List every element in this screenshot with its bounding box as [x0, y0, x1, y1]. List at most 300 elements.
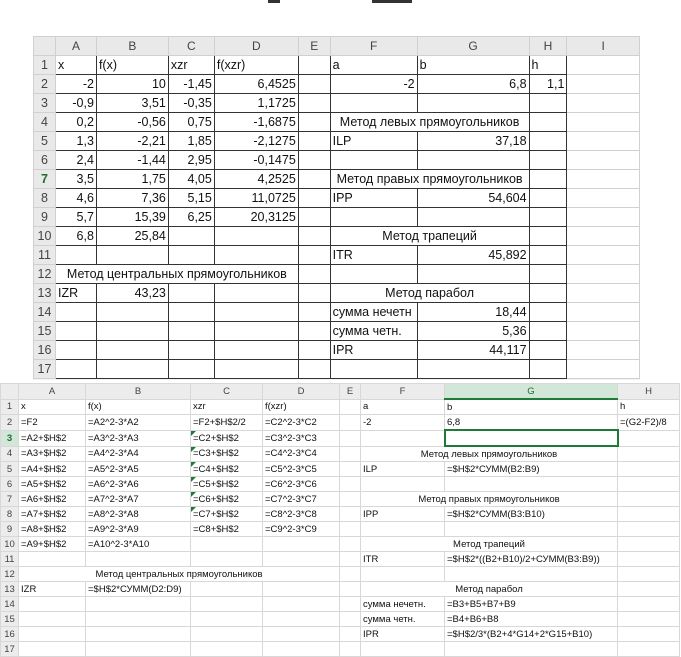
- cell-b14[interactable]: [96, 303, 168, 322]
- cell-c6[interactable]: 2,95: [168, 151, 214, 170]
- cell-a8[interactable]: =A7+$H$2: [19, 507, 86, 522]
- cell-a5[interactable]: =A4+$H$2: [19, 462, 86, 477]
- cell-g1[interactable]: b: [417, 56, 529, 75]
- cell-c9[interactable]: =C8+$H$2: [191, 522, 263, 537]
- cell-g12[interactable]: [417, 265, 529, 284]
- cell-h1[interactable]: h: [529, 56, 567, 75]
- cell-d16[interactable]: [263, 627, 340, 642]
- cell-h17[interactable]: [618, 642, 680, 657]
- row-header-11[interactable]: 11: [1, 552, 19, 567]
- cell-e6[interactable]: [340, 477, 361, 492]
- cell-a11[interactable]: [55, 246, 96, 265]
- cell-c3[interactable]: -0,35: [168, 94, 214, 113]
- cell-a14[interactable]: [55, 303, 96, 322]
- cell-f3[interactable]: [361, 430, 445, 446]
- cell-f14[interactable]: сумма нечетн.: [361, 597, 445, 612]
- cell-a6[interactable]: 2,4: [55, 151, 96, 170]
- cell-h1[interactable]: h: [618, 399, 680, 415]
- row-header-5[interactable]: 5: [1, 462, 19, 477]
- cell-h3[interactable]: [529, 94, 567, 113]
- cell-g6[interactable]: [445, 477, 618, 492]
- column-header-b[interactable]: B: [96, 37, 168, 56]
- cell-c7[interactable]: 4,05: [168, 170, 214, 189]
- cell-b2[interactable]: =A2^2-3*A2: [86, 415, 191, 431]
- cell-a15[interactable]: [19, 612, 86, 627]
- cell-c1[interactable]: xzr: [191, 399, 263, 415]
- cell-a16[interactable]: [19, 627, 86, 642]
- cell-b7[interactable]: =A7^2-3*A7: [86, 492, 191, 507]
- cell-a2[interactable]: =F2: [19, 415, 86, 431]
- row-header-17[interactable]: 17: [1, 642, 19, 657]
- cell-h2[interactable]: 1,1: [529, 75, 567, 94]
- cell-b10[interactable]: =A10^2-3*A10: [86, 537, 191, 552]
- cell-d6[interactable]: =C6^2-3*C6: [263, 477, 340, 492]
- cell-i4[interactable]: [567, 113, 640, 132]
- cell-c8[interactable]: 5,15: [168, 189, 214, 208]
- row-header-14[interactable]: 14: [34, 303, 56, 322]
- cell-d11[interactable]: [214, 246, 298, 265]
- cell-a3[interactable]: =A2+$H$2: [19, 430, 86, 446]
- cell-h14[interactable]: [618, 597, 680, 612]
- cell-d13[interactable]: [263, 582, 340, 597]
- cell-d3[interactable]: 1,1725: [214, 94, 298, 113]
- cell-e9[interactable]: [340, 522, 361, 537]
- cell-e10[interactable]: [340, 537, 361, 552]
- merged-cell-7[interactable]: Метод правых прямоугольников: [330, 170, 529, 189]
- cell-b4[interactable]: =A4^2-3*A4: [86, 446, 191, 462]
- cell-b16[interactable]: [96, 341, 168, 360]
- cell-f12[interactable]: [361, 567, 445, 582]
- column-header-f[interactable]: F: [361, 384, 445, 400]
- cell-f12[interactable]: [330, 265, 417, 284]
- cell-d1[interactable]: f(xzr): [263, 399, 340, 415]
- cell-e17[interactable]: [340, 642, 361, 657]
- cell-a11[interactable]: [19, 552, 86, 567]
- cell-g2[interactable]: 6,8: [445, 415, 618, 431]
- cell-h9[interactable]: [529, 208, 567, 227]
- cell-a4[interactable]: =A3+$H$2: [19, 446, 86, 462]
- cell-e6[interactable]: [298, 151, 330, 170]
- column-header-g[interactable]: G: [445, 384, 618, 400]
- cell-a6[interactable]: =A5+$H$2: [19, 477, 86, 492]
- cell-f2[interactable]: -2: [361, 415, 445, 431]
- cell-i6[interactable]: [567, 151, 640, 170]
- cell-i3[interactable]: [567, 94, 640, 113]
- cell-h13[interactable]: [618, 582, 680, 597]
- cell-c15[interactable]: [168, 322, 214, 341]
- cell-c17[interactable]: [191, 642, 263, 657]
- column-header-h[interactable]: H: [618, 384, 680, 400]
- cell-c4[interactable]: 0,75: [168, 113, 214, 132]
- cell-b5[interactable]: -2,21: [96, 132, 168, 151]
- row-header-9[interactable]: 9: [1, 522, 19, 537]
- cell-c11[interactable]: [191, 552, 263, 567]
- cell-e1[interactable]: [340, 399, 361, 415]
- cell-h6[interactable]: [618, 477, 680, 492]
- cell-d7[interactable]: 4,2525: [214, 170, 298, 189]
- cell-e15[interactable]: [298, 322, 330, 341]
- cell-d17[interactable]: [214, 360, 298, 379]
- cell-i17[interactable]: [567, 360, 640, 379]
- cell-c1[interactable]: xzr: [168, 56, 214, 75]
- cell-f16[interactable]: IPR: [330, 341, 417, 360]
- cell-a1[interactable]: x: [55, 56, 96, 75]
- cell-h17[interactable]: [529, 360, 567, 379]
- cell-b15[interactable]: [86, 612, 191, 627]
- cell-e14[interactable]: [340, 597, 361, 612]
- row-header-13[interactable]: 13: [34, 284, 56, 303]
- cell-d2[interactable]: 6,4525: [214, 75, 298, 94]
- cell-g11[interactable]: =$H$2*((B2+B10)/2+СУММ(B3:B9)): [445, 552, 618, 567]
- cell-h9[interactable]: [618, 522, 680, 537]
- cell-h11[interactable]: [529, 246, 567, 265]
- cell-i15[interactable]: [567, 322, 640, 341]
- cell-c10[interactable]: [191, 537, 263, 552]
- cell-c17[interactable]: [168, 360, 214, 379]
- cell-b6[interactable]: -1,44: [96, 151, 168, 170]
- cell-c13[interactable]: [168, 284, 214, 303]
- cell-a4[interactable]: 0,2: [55, 113, 96, 132]
- cell-f5[interactable]: ILP: [361, 462, 445, 477]
- row-header-4[interactable]: 4: [1, 446, 19, 462]
- cell-e9[interactable]: [298, 208, 330, 227]
- cell-g16[interactable]: 44,117: [417, 341, 529, 360]
- cell-g15[interactable]: 5,36: [417, 322, 529, 341]
- cell-c14[interactable]: [191, 597, 263, 612]
- cell-e2[interactable]: [340, 415, 361, 431]
- cell-i5[interactable]: [567, 132, 640, 151]
- cell-d8[interactable]: 11,0725: [214, 189, 298, 208]
- column-header-e[interactable]: E: [298, 37, 330, 56]
- cell-c13[interactable]: [191, 582, 263, 597]
- row-header-1[interactable]: 1: [1, 399, 19, 415]
- select-all-corner[interactable]: [34, 37, 56, 56]
- cell-a8[interactable]: 4,6: [55, 189, 96, 208]
- cell-b17[interactable]: [96, 360, 168, 379]
- cell-e7[interactable]: [340, 492, 361, 507]
- cell-h12[interactable]: [529, 265, 567, 284]
- row-header-12[interactable]: 12: [1, 567, 19, 582]
- cell-f1[interactable]: a: [330, 56, 417, 75]
- cell-h7[interactable]: [618, 492, 680, 507]
- cell-e8[interactable]: [298, 189, 330, 208]
- cell-g8[interactable]: =$H$2*СУММ(B3:B10): [445, 507, 618, 522]
- column-header-g[interactable]: G: [417, 37, 529, 56]
- cell-e3[interactable]: [340, 430, 361, 446]
- cell-g17[interactable]: [417, 360, 529, 379]
- cell-d14[interactable]: [263, 597, 340, 612]
- cell-i13[interactable]: [567, 284, 640, 303]
- cell-g5[interactable]: 37,18: [417, 132, 529, 151]
- cell-g17[interactable]: [445, 642, 618, 657]
- select-all-corner[interactable]: [1, 384, 19, 400]
- row-header-12[interactable]: 12: [34, 265, 56, 284]
- cell-a5[interactable]: 1,3: [55, 132, 96, 151]
- cell-b8[interactable]: 7,36: [96, 189, 168, 208]
- cell-e16[interactable]: [340, 627, 361, 642]
- cell-b4[interactable]: -0,56: [96, 113, 168, 132]
- cell-d13[interactable]: [214, 284, 298, 303]
- cell-d2[interactable]: =C2^2-3*C2: [263, 415, 340, 431]
- cell-g9[interactable]: [417, 208, 529, 227]
- cell-c6[interactable]: =C5+$H$2: [191, 477, 263, 492]
- cell-d9[interactable]: 20,3125: [214, 208, 298, 227]
- cell-a17[interactable]: [55, 360, 96, 379]
- row-header-13[interactable]: 13: [1, 582, 19, 597]
- cell-e14[interactable]: [298, 303, 330, 322]
- cell-e5[interactable]: [298, 132, 330, 151]
- row-header-4[interactable]: 4: [34, 113, 56, 132]
- cell-b17[interactable]: [86, 642, 191, 657]
- cell-e12[interactable]: [298, 265, 330, 284]
- row-header-9[interactable]: 9: [34, 208, 56, 227]
- cell-f11[interactable]: ITR: [361, 552, 445, 567]
- row-header-6[interactable]: 6: [1, 477, 19, 492]
- cell-e13[interactable]: [298, 284, 330, 303]
- cell-f6[interactable]: [330, 151, 417, 170]
- row-header-16[interactable]: 16: [34, 341, 56, 360]
- cell-i14[interactable]: [567, 303, 640, 322]
- cell-a17[interactable]: [19, 642, 86, 657]
- cell-h5[interactable]: [529, 132, 567, 151]
- cell-g1[interactable]: b: [445, 399, 618, 415]
- cell-e11[interactable]: [340, 552, 361, 567]
- row-header-3[interactable]: 3: [1, 430, 19, 446]
- merged-cell-12[interactable]: Метод центральных прямоугольников: [19, 567, 340, 582]
- column-header-d[interactable]: D: [263, 384, 340, 400]
- cell-c11[interactable]: [168, 246, 214, 265]
- cell-e13[interactable]: [340, 582, 361, 597]
- cell-f17[interactable]: [361, 642, 445, 657]
- cell-i10[interactable]: [567, 227, 640, 246]
- cell-i16[interactable]: [567, 341, 640, 360]
- cell-e10[interactable]: [298, 227, 330, 246]
- cell-b11[interactable]: [86, 552, 191, 567]
- cell-f15[interactable]: сумма четн.: [361, 612, 445, 627]
- cell-h8[interactable]: [618, 507, 680, 522]
- row-header-15[interactable]: 15: [34, 322, 56, 341]
- cell-b3[interactable]: =A3^2-3*A3: [86, 430, 191, 446]
- cell-d16[interactable]: [214, 341, 298, 360]
- merged-cell-13[interactable]: Метод парабол: [361, 582, 618, 597]
- row-header-10[interactable]: 10: [34, 227, 56, 246]
- cell-g14[interactable]: 18,44: [417, 303, 529, 322]
- cell-i2[interactable]: [567, 75, 640, 94]
- cell-h13[interactable]: [529, 284, 567, 303]
- row-header-2[interactable]: 2: [1, 415, 19, 431]
- cell-c16[interactable]: [168, 341, 214, 360]
- cell-g9[interactable]: [445, 522, 618, 537]
- merged-cell-4[interactable]: Метод левых прямоугольников: [330, 113, 529, 132]
- column-header-a[interactable]: A: [55, 37, 96, 56]
- cell-e11[interactable]: [298, 246, 330, 265]
- cell-e4[interactable]: [298, 113, 330, 132]
- column-header-d[interactable]: D: [214, 37, 298, 56]
- cell-h7[interactable]: [529, 170, 567, 189]
- cell-g3[interactable]: [445, 430, 618, 446]
- cell-e8[interactable]: [340, 507, 361, 522]
- cell-h5[interactable]: [618, 462, 680, 477]
- cell-e12[interactable]: [340, 567, 361, 582]
- merged-cell-13[interactable]: Метод парабол: [330, 284, 529, 303]
- cell-d3[interactable]: =C3^2-3*C3: [263, 430, 340, 446]
- cell-b9[interactable]: 15,39: [96, 208, 168, 227]
- cell-d5[interactable]: =C5^2-3*C5: [263, 462, 340, 477]
- column-header-e[interactable]: E: [340, 384, 361, 400]
- cell-h16[interactable]: [529, 341, 567, 360]
- cell-b2[interactable]: 10: [96, 75, 168, 94]
- cell-h14[interactable]: [529, 303, 567, 322]
- cell-c8[interactable]: =C7+$H$2: [191, 507, 263, 522]
- merged-cell-10[interactable]: Метод трапеций: [361, 537, 618, 552]
- row-header-10[interactable]: 10: [1, 537, 19, 552]
- row-header-15[interactable]: 15: [1, 612, 19, 627]
- cell-a13[interactable]: IZR: [19, 582, 86, 597]
- cell-i9[interactable]: [567, 208, 640, 227]
- column-header-c[interactable]: C: [168, 37, 214, 56]
- cell-f3[interactable]: [330, 94, 417, 113]
- cell-h3[interactable]: [618, 430, 680, 446]
- row-header-8[interactable]: 8: [34, 189, 56, 208]
- cell-g11[interactable]: 45,892: [417, 246, 529, 265]
- cell-a1[interactable]: x: [19, 399, 86, 415]
- cell-a2[interactable]: -2: [55, 75, 96, 94]
- row-header-17[interactable]: 17: [34, 360, 56, 379]
- merged-cell-7[interactable]: Метод правых прямоугольников: [361, 492, 618, 507]
- cell-c4[interactable]: =C3+$H$2: [191, 446, 263, 462]
- cell-d14[interactable]: [214, 303, 298, 322]
- cell-d10[interactable]: [214, 227, 298, 246]
- cell-d15[interactable]: [214, 322, 298, 341]
- cell-c2[interactable]: -1,45: [168, 75, 214, 94]
- row-header-14[interactable]: 14: [1, 597, 19, 612]
- cell-h10[interactable]: [618, 537, 680, 552]
- cell-b9[interactable]: =A9^2-3*A9: [86, 522, 191, 537]
- cell-h2[interactable]: =(G2-F2)/8: [618, 415, 680, 431]
- cell-b1[interactable]: f(x): [86, 399, 191, 415]
- cell-c7[interactable]: =C6+$H$2: [191, 492, 263, 507]
- row-header-2[interactable]: 2: [34, 75, 56, 94]
- cell-d8[interactable]: =C8^2-3*C8: [263, 507, 340, 522]
- cell-b13[interactable]: 43,23: [96, 284, 168, 303]
- cell-e3[interactable]: [298, 94, 330, 113]
- cell-g8[interactable]: 54,604: [417, 189, 529, 208]
- column-header-i[interactable]: I: [567, 37, 640, 56]
- cell-b13[interactable]: =$H$2*СУММ(D2:D9): [86, 582, 191, 597]
- cell-h15[interactable]: [618, 612, 680, 627]
- row-header-11[interactable]: 11: [34, 246, 56, 265]
- cell-c10[interactable]: [168, 227, 214, 246]
- cell-c16[interactable]: [191, 627, 263, 642]
- cell-a3[interactable]: -0,9: [55, 94, 96, 113]
- cell-c5[interactable]: 1,85: [168, 132, 214, 151]
- cell-h15[interactable]: [529, 322, 567, 341]
- row-header-1[interactable]: 1: [34, 56, 56, 75]
- column-header-a[interactable]: A: [19, 384, 86, 400]
- cell-f9[interactable]: [361, 522, 445, 537]
- cell-a9[interactable]: =A8+$H$2: [19, 522, 86, 537]
- cell-c14[interactable]: [168, 303, 214, 322]
- cell-e1[interactable]: [298, 56, 330, 75]
- cell-a10[interactable]: 6,8: [55, 227, 96, 246]
- cell-d5[interactable]: -2,1275: [214, 132, 298, 151]
- cell-d11[interactable]: [263, 552, 340, 567]
- cell-d15[interactable]: [263, 612, 340, 627]
- cell-f1[interactable]: a: [361, 399, 445, 415]
- row-header-7[interactable]: 7: [34, 170, 56, 189]
- column-header-h[interactable]: H: [529, 37, 567, 56]
- cell-g15[interactable]: =B4+B6+B8: [445, 612, 618, 627]
- row-header-3[interactable]: 3: [34, 94, 56, 113]
- cell-f8[interactable]: IPP: [330, 189, 417, 208]
- cell-c15[interactable]: [191, 612, 263, 627]
- cell-i12[interactable]: [567, 265, 640, 284]
- cell-b15[interactable]: [96, 322, 168, 341]
- cell-h10[interactable]: [529, 227, 567, 246]
- cell-c5[interactable]: =C4+$H$2: [191, 462, 263, 477]
- column-header-b[interactable]: B: [86, 384, 191, 400]
- cell-c9[interactable]: 6,25: [168, 208, 214, 227]
- cell-d7[interactable]: =C7^2-3*C7: [263, 492, 340, 507]
- cell-h16[interactable]: [618, 627, 680, 642]
- cell-i11[interactable]: [567, 246, 640, 265]
- cell-f17[interactable]: [330, 360, 417, 379]
- cell-b6[interactable]: =A6^2-3*A6: [86, 477, 191, 492]
- cell-d6[interactable]: -0,1475: [214, 151, 298, 170]
- cell-b8[interactable]: =A8^2-3*A8: [86, 507, 191, 522]
- cell-h11[interactable]: [618, 552, 680, 567]
- cell-g2[interactable]: 6,8: [417, 75, 529, 94]
- cell-a9[interactable]: 5,7: [55, 208, 96, 227]
- cell-e16[interactable]: [298, 341, 330, 360]
- cell-e15[interactable]: [340, 612, 361, 627]
- row-header-16[interactable]: 16: [1, 627, 19, 642]
- cell-g6[interactable]: [417, 151, 529, 170]
- column-header-f[interactable]: F: [330, 37, 417, 56]
- row-header-5[interactable]: 5: [34, 132, 56, 151]
- cell-a15[interactable]: [55, 322, 96, 341]
- cell-d4[interactable]: =C4^2-3*C4: [263, 446, 340, 462]
- cell-a14[interactable]: [19, 597, 86, 612]
- cell-b7[interactable]: 1,75: [96, 170, 168, 189]
- cell-b11[interactable]: [96, 246, 168, 265]
- cell-e5[interactable]: [340, 462, 361, 477]
- cell-a10[interactable]: =A9+$H$2: [19, 537, 86, 552]
- cell-i1[interactable]: [567, 56, 640, 75]
- cell-g12[interactable]: [445, 567, 618, 582]
- cell-a16[interactable]: [55, 341, 96, 360]
- column-header-c[interactable]: C: [191, 384, 263, 400]
- cell-d4[interactable]: -1,6875: [214, 113, 298, 132]
- row-header-7[interactable]: 7: [1, 492, 19, 507]
- cell-c3[interactable]: =C2+$H$2: [191, 430, 263, 446]
- cell-f9[interactable]: [330, 208, 417, 227]
- cell-h8[interactable]: [529, 189, 567, 208]
- cell-e4[interactable]: [340, 446, 361, 462]
- cell-i7[interactable]: [567, 170, 640, 189]
- cell-h4[interactable]: [618, 446, 680, 462]
- cell-b5[interactable]: =A5^2-3*A5: [86, 462, 191, 477]
- cell-h4[interactable]: [529, 113, 567, 132]
- cell-f15[interactable]: сумма четн.: [330, 322, 417, 341]
- cell-f5[interactable]: ILP: [330, 132, 417, 151]
- cell-d9[interactable]: =C9^2-3*C9: [263, 522, 340, 537]
- row-header-6[interactable]: 6: [34, 151, 56, 170]
- cell-f8[interactable]: IPP: [361, 507, 445, 522]
- cell-f14[interactable]: сумма нечетн: [330, 303, 417, 322]
- cell-h6[interactable]: [529, 151, 567, 170]
- cell-f2[interactable]: -2: [330, 75, 417, 94]
